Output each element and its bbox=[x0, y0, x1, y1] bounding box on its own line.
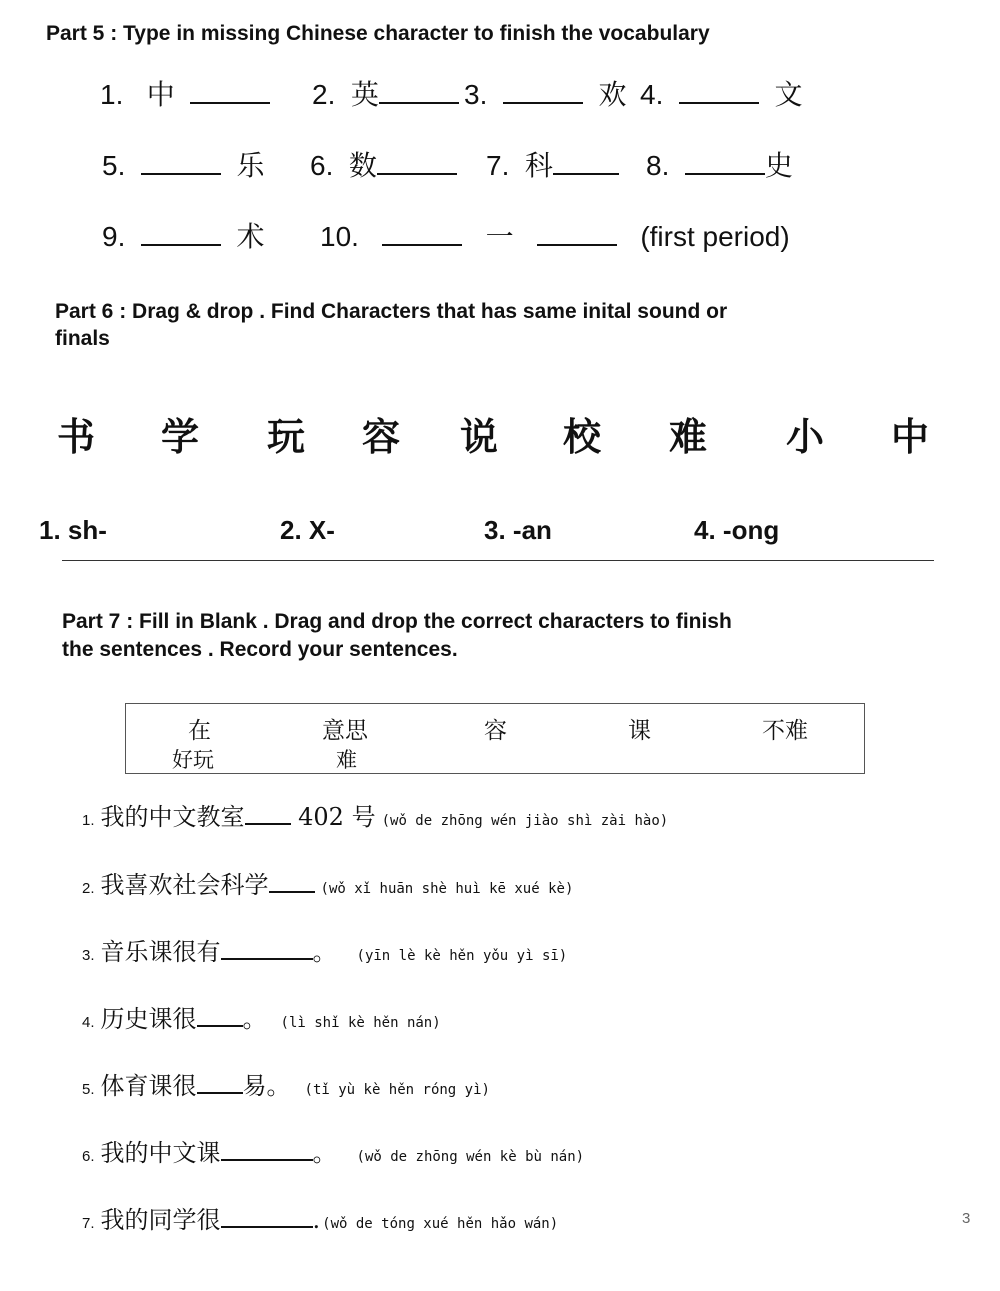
vocab-number: 3. bbox=[464, 79, 488, 110]
word-bank-item[interactable]: 意思 bbox=[322, 718, 368, 744]
drag-char-7[interactable]: 难 bbox=[669, 415, 708, 459]
vocab-item-5 bbox=[102, 149, 265, 182]
vocab-blank-10a[interactable] bbox=[382, 220, 462, 246]
vocab-item-7 bbox=[486, 149, 619, 182]
sentence-blank-5[interactable] bbox=[197, 1070, 243, 1094]
vocab-item-6 bbox=[310, 149, 457, 182]
drag-char-9[interactable]: 中 bbox=[891, 415, 930, 459]
vocab-number: 2. bbox=[312, 79, 336, 110]
part7-heading-line1: Part 7 : Fill in Blank . Drag and drop the correct characters to finish bbox=[62, 610, 732, 633]
vocab-number: 6. bbox=[310, 150, 334, 181]
drag-char-3[interactable]: 玩 bbox=[267, 415, 306, 459]
vocab-blank-10b[interactable] bbox=[537, 220, 617, 246]
part6-heading-line2: finals bbox=[55, 327, 110, 350]
vocab-blank-3[interactable] bbox=[503, 78, 583, 104]
sentence-7: 7. 我的同学很 . (wǒ de tóng xué hěn hǎo wán) bbox=[82, 1206, 559, 1234]
drop-category-4[interactable]: 4. -ong bbox=[694, 515, 780, 545]
sentence-5: 5. 体育课很 易。 (tǐ yù kè hěn róng yì) bbox=[82, 1072, 490, 1100]
vocab-item-9 bbox=[102, 220, 265, 253]
sentence-6: 6. 我的中文课 。 (wǒ de zhōng wén kè bù nán) bbox=[82, 1139, 585, 1167]
vocab-item-2 bbox=[312, 78, 459, 111]
drag-char-8[interactable]: 小 bbox=[786, 415, 825, 459]
vocab-given-char: 欢 bbox=[598, 79, 627, 110]
vocab-blank-5[interactable] bbox=[141, 149, 221, 175]
drag-char-2[interactable]: 学 bbox=[161, 415, 200, 459]
sentence-1: 1. 我的中文教室 402 号 (wǒ de zhōng wén jiào shì zài hào) bbox=[82, 803, 669, 831]
word-bank-item[interactable]: 不难 bbox=[762, 718, 808, 744]
vocab-note: (first period) bbox=[640, 221, 790, 252]
vocab-blank-7[interactable] bbox=[553, 149, 619, 175]
vocab-given-char: 一 bbox=[485, 221, 514, 252]
vocab-number: 9. bbox=[102, 221, 126, 252]
word-bank bbox=[125, 703, 865, 774]
vocab-given-char: 术 bbox=[236, 221, 265, 252]
vocab-number: 10. bbox=[320, 221, 359, 252]
word-bank-item[interactable]: 好玩 bbox=[172, 748, 214, 772]
sentence-4: 4. 历史课很 。 (lì shǐ kè hěn nán) bbox=[82, 1005, 441, 1033]
word-bank-item[interactable]: 在 bbox=[188, 718, 211, 744]
sentence-blank-4[interactable] bbox=[197, 1003, 243, 1027]
vocab-given-char: 乐 bbox=[236, 150, 265, 181]
vocab-blank-9[interactable] bbox=[141, 220, 221, 246]
part5-heading: Part 5 : Type in missing Chinese character to finish the vocabulary bbox=[46, 22, 710, 45]
vocab-given-char: 史 bbox=[764, 150, 793, 181]
vocab-item-8 bbox=[646, 149, 793, 182]
word-bank-item[interactable]: 难 bbox=[336, 748, 357, 772]
vocab-item-10 bbox=[320, 220, 790, 253]
drag-char-1[interactable]: 书 bbox=[57, 415, 96, 459]
vocab-item-3 bbox=[464, 78, 627, 111]
part6-heading-line1: Part 6 : Drag & drop . Find Characters that has same inital sound or bbox=[55, 300, 728, 323]
sentence-blank-6[interactable] bbox=[221, 1137, 313, 1161]
vocab-given-char: 科 bbox=[524, 150, 553, 181]
vocab-number: 5. bbox=[102, 150, 126, 181]
vocab-given-char: 文 bbox=[774, 79, 803, 110]
sentence-3: 3. 音乐课很有 。 (yīn lè kè hěn yǒu yì sī) bbox=[82, 938, 568, 966]
vocab-given-char: 数 bbox=[348, 150, 377, 181]
drop-category-3[interactable]: 3. -an bbox=[484, 515, 552, 545]
sentence-2: 2. 我喜欢社会科学 (wǒ xǐ huān shè huì kē xué kè) bbox=[82, 871, 574, 899]
divider-line bbox=[62, 560, 934, 561]
vocab-item-4 bbox=[640, 78, 803, 111]
vocab-number: 8. bbox=[646, 150, 670, 181]
vocab-number: 1. bbox=[100, 79, 124, 110]
vocab-given-char: 英 bbox=[350, 79, 379, 110]
sentence-blank-7[interactable] bbox=[221, 1204, 313, 1228]
vocab-number: 7. bbox=[486, 150, 510, 181]
sentence-blank-3[interactable] bbox=[221, 936, 313, 960]
drag-char-6[interactable]: 校 bbox=[563, 415, 602, 459]
vocab-blank-2[interactable] bbox=[379, 78, 459, 104]
word-bank-item[interactable]: 课 bbox=[628, 718, 651, 744]
vocab-given-char: 中 bbox=[146, 79, 175, 110]
drop-category-2[interactable]: 2. X- bbox=[280, 515, 335, 545]
vocab-blank-6[interactable] bbox=[377, 149, 457, 175]
vocab-blank-1[interactable] bbox=[190, 78, 270, 104]
sentence-blank-1[interactable] bbox=[245, 801, 291, 825]
vocab-item-1 bbox=[100, 78, 270, 111]
vocab-number: 4. bbox=[640, 79, 664, 110]
sentence-blank-2[interactable] bbox=[269, 869, 315, 893]
vocab-blank-8[interactable] bbox=[685, 149, 765, 175]
page-number: 3 bbox=[962, 1210, 971, 1227]
drag-char-5[interactable]: 说 bbox=[460, 415, 499, 459]
word-bank-item[interactable]: 容 bbox=[484, 718, 507, 744]
drop-category-1[interactable]: 1. sh- bbox=[39, 515, 107, 545]
part7-heading-line2: the sentences . Record your sentences. bbox=[62, 638, 458, 661]
vocab-blank-4[interactable] bbox=[679, 78, 759, 104]
drag-char-4[interactable]: 容 bbox=[362, 415, 401, 459]
